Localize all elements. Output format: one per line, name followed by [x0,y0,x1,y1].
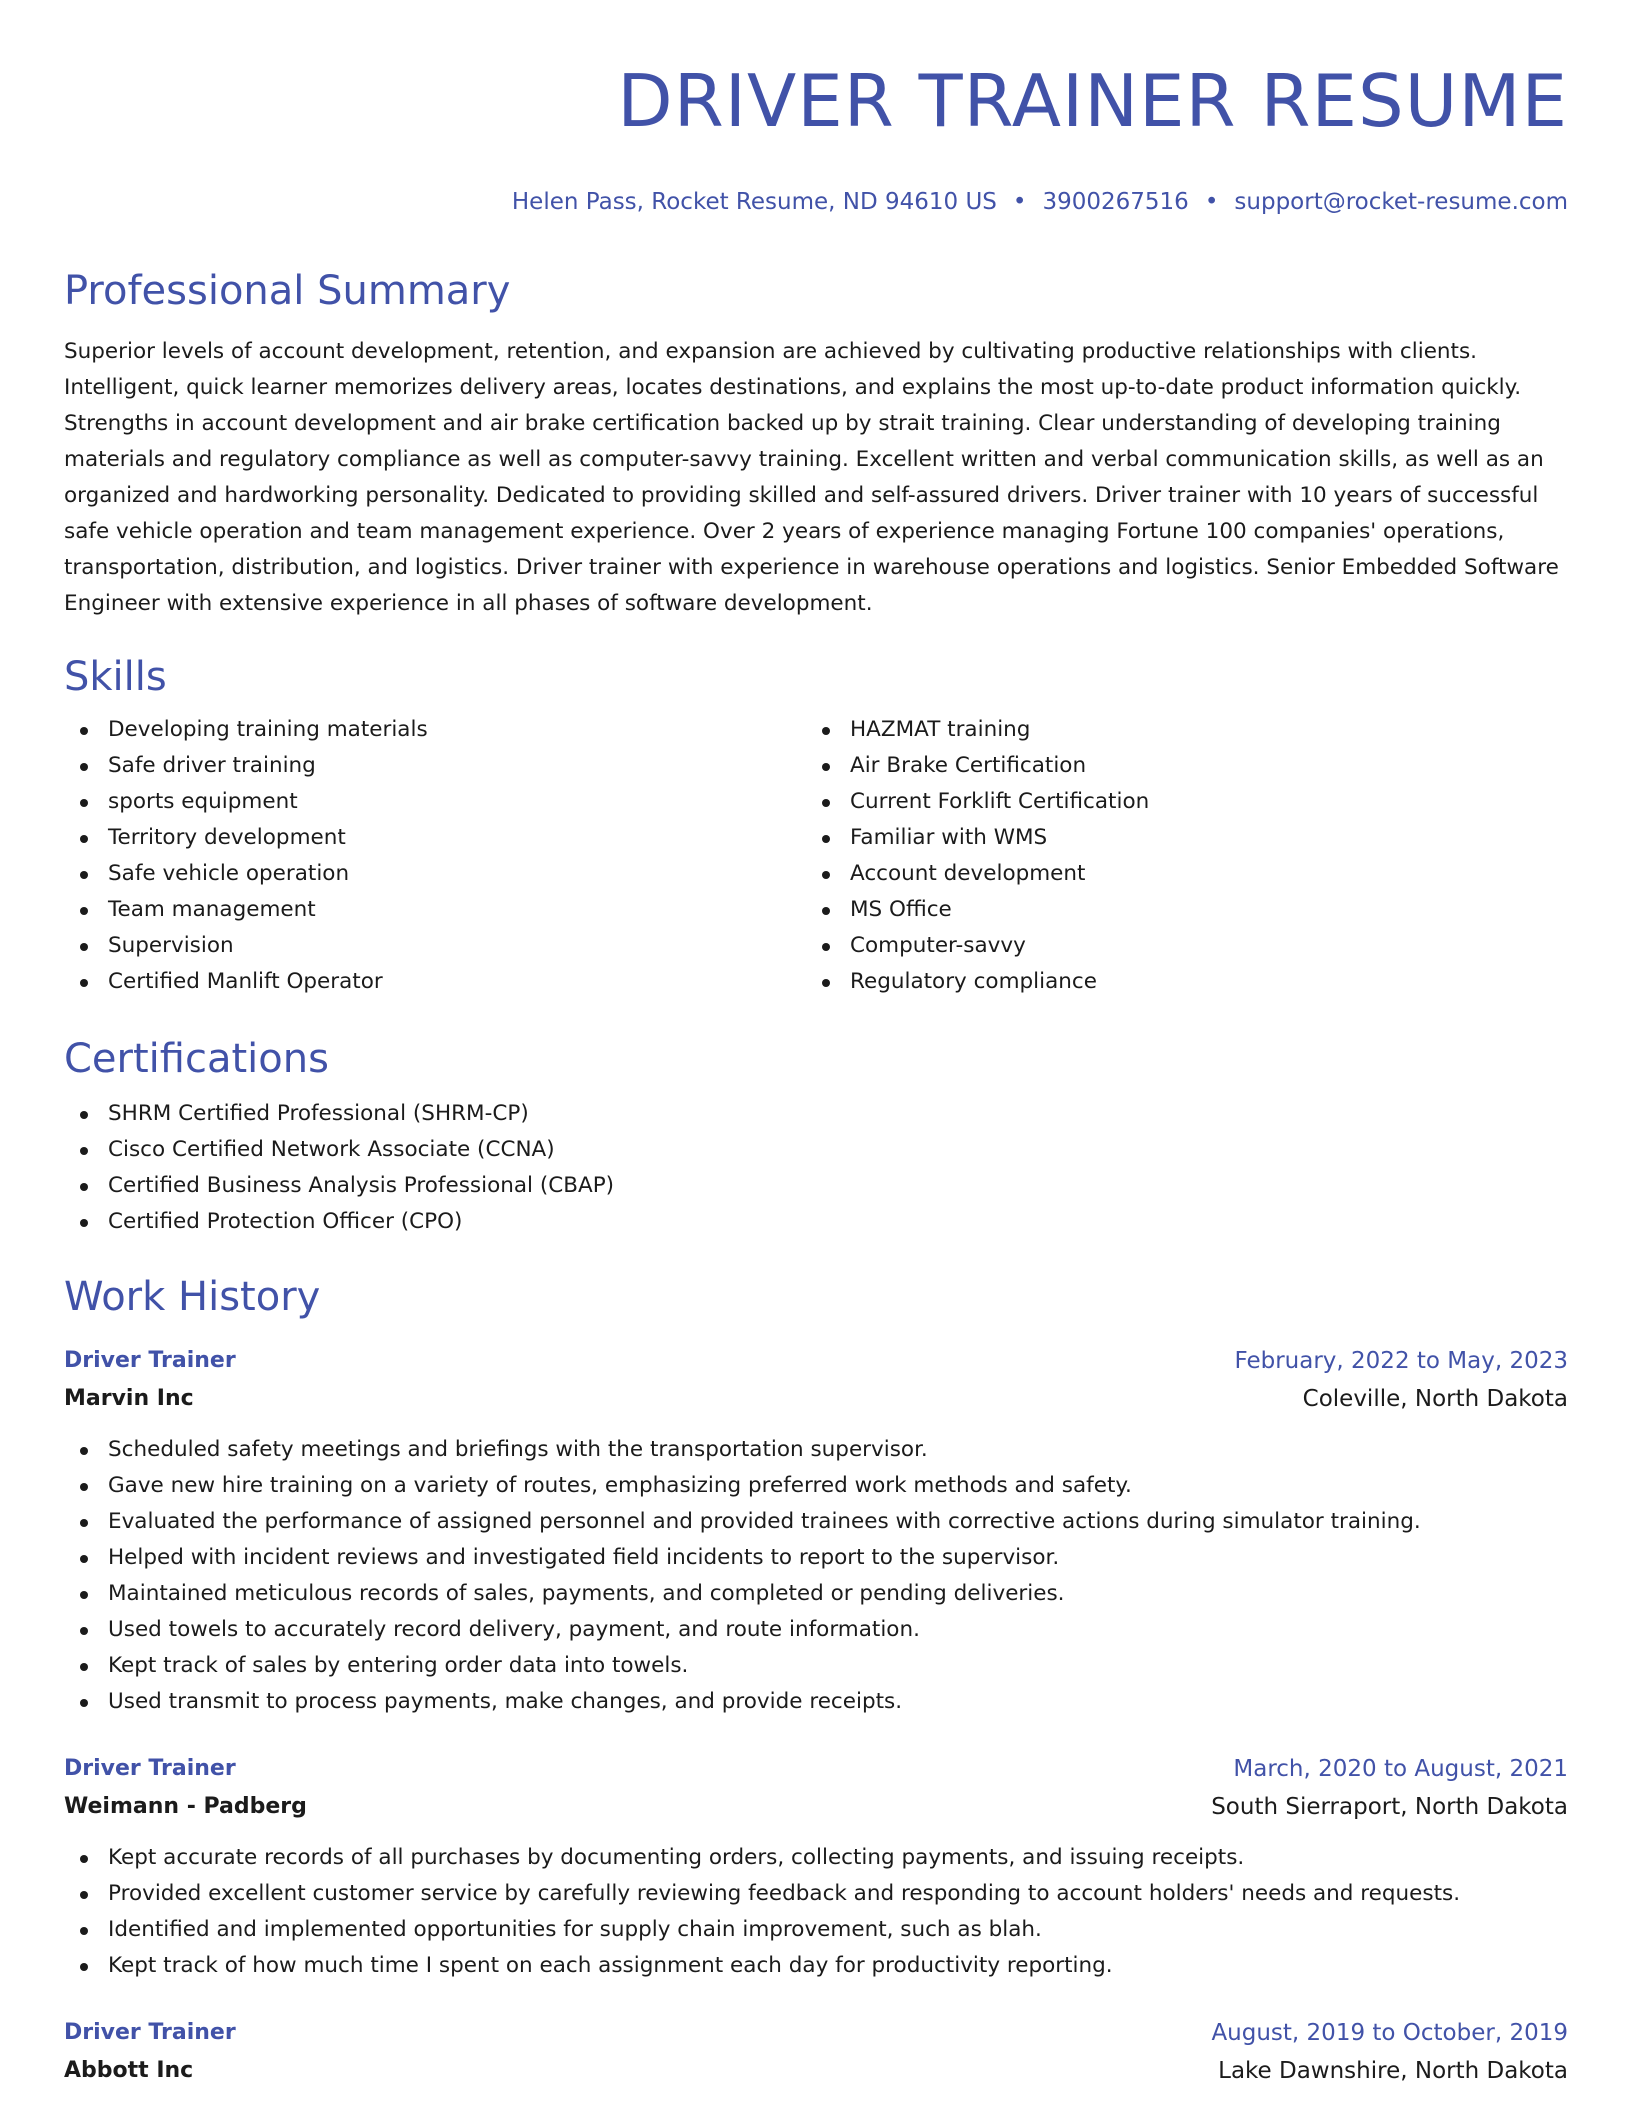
job-duty: Used transmit to process payments, make changes, and provide receipts. [64,1684,1568,1720]
job-duty: Gave new hire training on a variety of routes, emphasizing preferred work methods and safety. [64,1468,1568,1504]
skill-item: Certified Manlift Operator [64,964,806,1000]
job-location: Coleville, North Dakota [1302,1386,1568,1412]
skills-heading: Skills [64,654,167,700]
job-company: Marvin Inc [64,1386,194,1411]
certification-item: Cisco Certified Network Associate (CCNA) [64,1132,1568,1168]
skills-list-right [806,712,1548,1000]
job-duty: Kept track of how much time I spent on each assignment each day for productivity reporting. [64,1948,1568,1984]
skill-item: MS Office [806,892,1548,928]
resume-title: DRIVER TRAINER RESUME [617,59,1568,143]
contact-phone: 3900267516 [1042,189,1189,215]
job-duties-list [64,1432,1568,1720]
job-dates: August, 2019 to October, 2019 [1211,2020,1568,2046]
job-duty: Evaluated the performance of assigned personnel and provided trainees with corrective actions during simulator training. [64,1504,1568,1540]
contact-separator: • [1204,189,1219,215]
contact-separator: • [1012,189,1027,215]
skill-item: Regulatory compliance [806,964,1548,1000]
job-duty: Provided excellent customer service by carefully reviewing feedback and responding to account holders' needs and requests. [64,1876,1568,1912]
skill-item: sports equipment [64,784,806,820]
job-entry [64,2014,1568,2090]
job-duty: Maintained meticulous records of sales, payments, and completed or pending deliveries. [64,1576,1568,1612]
skill-item: Safe driver training [64,748,806,784]
summary-heading: Professional Summary [64,268,511,314]
work-history-heading: Work History [64,1274,321,1320]
skill-item: HAZMAT training [806,712,1548,748]
skills-list-left [64,712,806,1000]
job-dates: March, 2020 to August, 2021 [1233,1756,1568,1782]
skill-item: Supervision [64,928,806,964]
job-entry [64,1342,1568,1720]
job-entry [64,1750,1568,1984]
skill-item: Territory development [64,820,806,856]
skill-item: Safe vehicle operation [64,856,806,892]
summary-text: Superior levels of account development, retention, and expansion are achieved by cultivating productive relationships with clients. Intelligent, quick learner memorizes delivery areas, locates destinations, and explains the most up-to-date product information quickly. Strengths in account development and air brake certification backed up by strait training. Clear understanding of developing training materials and regulatory compliance as well as computer-savvy training. Excellent written and verbal communication skills, as well as an organized and hardworking personality. Dedicated to providing skilled and self-assured drivers. Driver trainer with 10 years of successful safe vehicle operation and team management experience. Over 2 years of experience managing Fortune 100 companies' operations, transportation, distribution, and logistics. Driver trainer with experience in warehouse operations and logistics. Senior Embedded Software Engineer with extensive experience in all phases of software development. [64,339,1559,616]
skill-item: Computer-savvy [806,928,1548,964]
job-header [64,2014,1568,2052]
skill-item: Developing training materials [64,712,806,748]
job-duty: Helped with incident reviews and investigated field incidents to report to the supervisor. [64,1540,1568,1576]
skills-column-right [806,712,1548,1000]
job-company: Abbott Inc [64,2058,194,2083]
job-location: Lake Dawnshire, North Dakota [1218,2058,1568,2084]
job-duties-list [64,1840,1568,1984]
job-role: Driver Trainer [64,1756,236,1781]
job-duty: Used towels to accurately record delivery, payment, and route information. [64,1612,1568,1648]
job-subheader [64,2052,1568,2090]
skills-grid [64,712,1568,1000]
skills-column-left [64,712,806,1000]
skill-item: Team management [64,892,806,928]
certification-item: Certified Business Analysis Professional (CBAP) [64,1168,1568,1204]
job-role: Driver Trainer [64,2020,236,2045]
job-subheader [64,1380,1568,1418]
skill-item: Air Brake Certification [806,748,1548,784]
skill-item: Familiar with WMS [806,820,1548,856]
job-duty: Kept accurate records of all purchases by documenting orders, collecting payments, and issuing receipts. [64,1840,1568,1876]
job-company: Weimann - Padberg [64,1794,307,1819]
job-header [64,1750,1568,1788]
job-role: Driver Trainer [64,1348,236,1373]
job-location: South Sierraport, North Dakota [1211,1794,1568,1820]
skill-item: Current Forklift Certification [806,784,1548,820]
contact-address: Helen Pass, Rocket Resume, ND 94610 US [511,189,997,215]
job-dates: February, 2022 to May, 2023 [1234,1348,1568,1374]
certifications-heading: Certifications [64,1036,329,1082]
job-duty: Kept track of sales by entering order data into towels. [64,1648,1568,1684]
contact-line [64,186,1568,218]
contact-email[interactable]: support@rocket-resume.com [1234,189,1568,215]
certifications-list [64,1096,1568,1240]
job-subheader [64,1788,1568,1826]
skill-item: Account development [806,856,1548,892]
job-duty: Identified and implemented opportunities for supply chain improvement, such as blah. [64,1912,1568,1948]
job-duty: Scheduled safety meetings and briefings with the transportation supervisor. [64,1432,1568,1468]
job-header [64,1342,1568,1380]
certification-item: Certified Protection Officer (CPO) [64,1204,1568,1240]
certification-item: SHRM Certified Professional (SHRM-CP) [64,1096,1568,1132]
